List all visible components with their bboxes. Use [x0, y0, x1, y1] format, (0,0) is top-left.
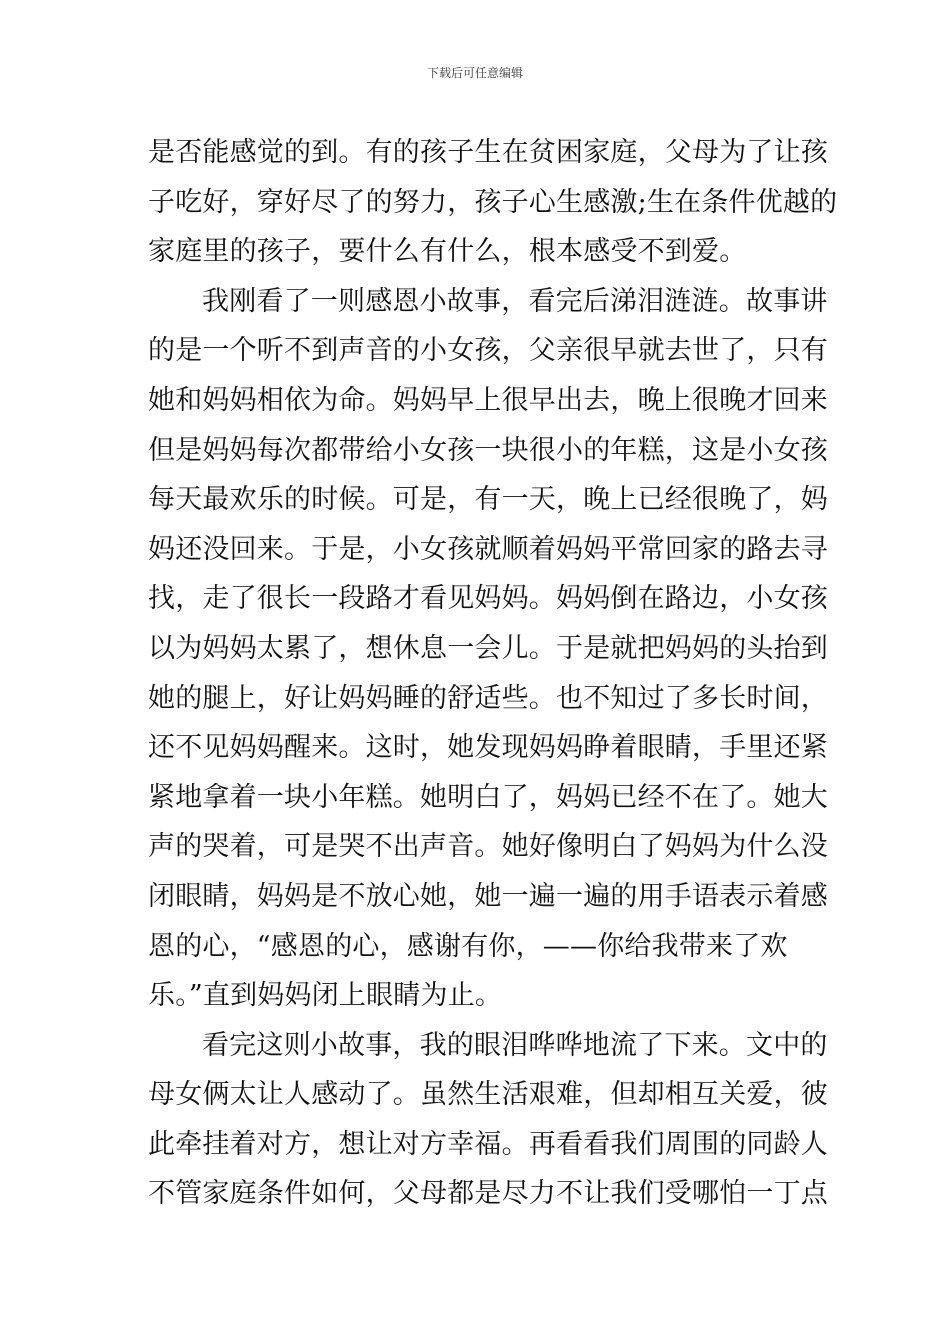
- text-line: 家庭里的孩子，要什么有什么，根本感受不到爱。: [148, 236, 747, 268]
- paragraph-first-line: 我刚看了一则感恩小故事，看完后涕泪涟涟。故事讲: [202, 285, 828, 317]
- text-line: 声的哭着，可是哭不出声音。她好像明白了妈妈为什么没: [148, 831, 828, 863]
- text-line: 她的腿上，好让妈妈睡的舒适些。也不知过了多长时间，: [148, 682, 828, 714]
- text-line: 找，走了很长一段路才看见妈妈。妈妈倒在路边，小女孩: [148, 583, 828, 615]
- text-line: 是否能感觉的到。有的孩子生在贫困家庭，父母为了让孩: [148, 137, 828, 168]
- text-line: 乐。”直到妈妈闭上眼睛为止。: [148, 980, 503, 1012]
- text-line: 以为妈妈太累了，想休息一会儿。于是就把妈妈的头抬到: [148, 632, 828, 664]
- text-line: 还不见妈妈醒来。这时，她发现妈妈睁着眼睛，手里还紧: [148, 732, 828, 764]
- text-line: 她和妈妈相依为命。妈妈早上很早出去，晚上很晚才回来: [148, 384, 828, 416]
- text-line: 母女俩太让人感动了。虽然生活艰难，但却相互关爱，彼: [148, 1079, 828, 1111]
- text-line: 但是妈妈每次都带给小女孩一块很小的年糕，这是小女孩: [148, 434, 828, 466]
- text-line: 每天最欢乐的时候。可是，有一天，晚上已经很晚了，妈: [148, 484, 828, 516]
- page-header: 下载后可任意编辑: [426, 66, 523, 80]
- text-line: 妈还没回来。于是，小女孩就顺着妈妈平常回家的路去寻: [148, 533, 828, 565]
- text-line: 闭眼睛，妈妈是不放心她，她一遍一遍的用手语表示着感: [148, 880, 828, 912]
- text-line: 子吃好，穿好尽了的努力，孩子心生感激;生在条件优越的: [148, 186, 838, 218]
- text-line: 紧地拿着一块小年糕。她明白了，妈妈已经不在了。她大: [148, 781, 828, 813]
- paragraph-first-line: 看完这则小故事，我的眼泪哗哗地流了下来。文中的: [202, 1029, 828, 1061]
- text-line: 的是一个听不到声音的小女孩，父亲很早就去世了，只有: [148, 335, 828, 367]
- document-body: [148, 128, 838, 1219]
- text-line: 此牵挂着对方，想让对方幸福。再看看我们周围的同龄人: [148, 1128, 828, 1160]
- text-line: 不管家庭条件如何，父母都是尽力不让我们受哪怕一丁点: [148, 1178, 828, 1210]
- text-line: 恩的心，“感恩的心，感谢有你，——你给我带来了欢: [148, 930, 788, 962]
